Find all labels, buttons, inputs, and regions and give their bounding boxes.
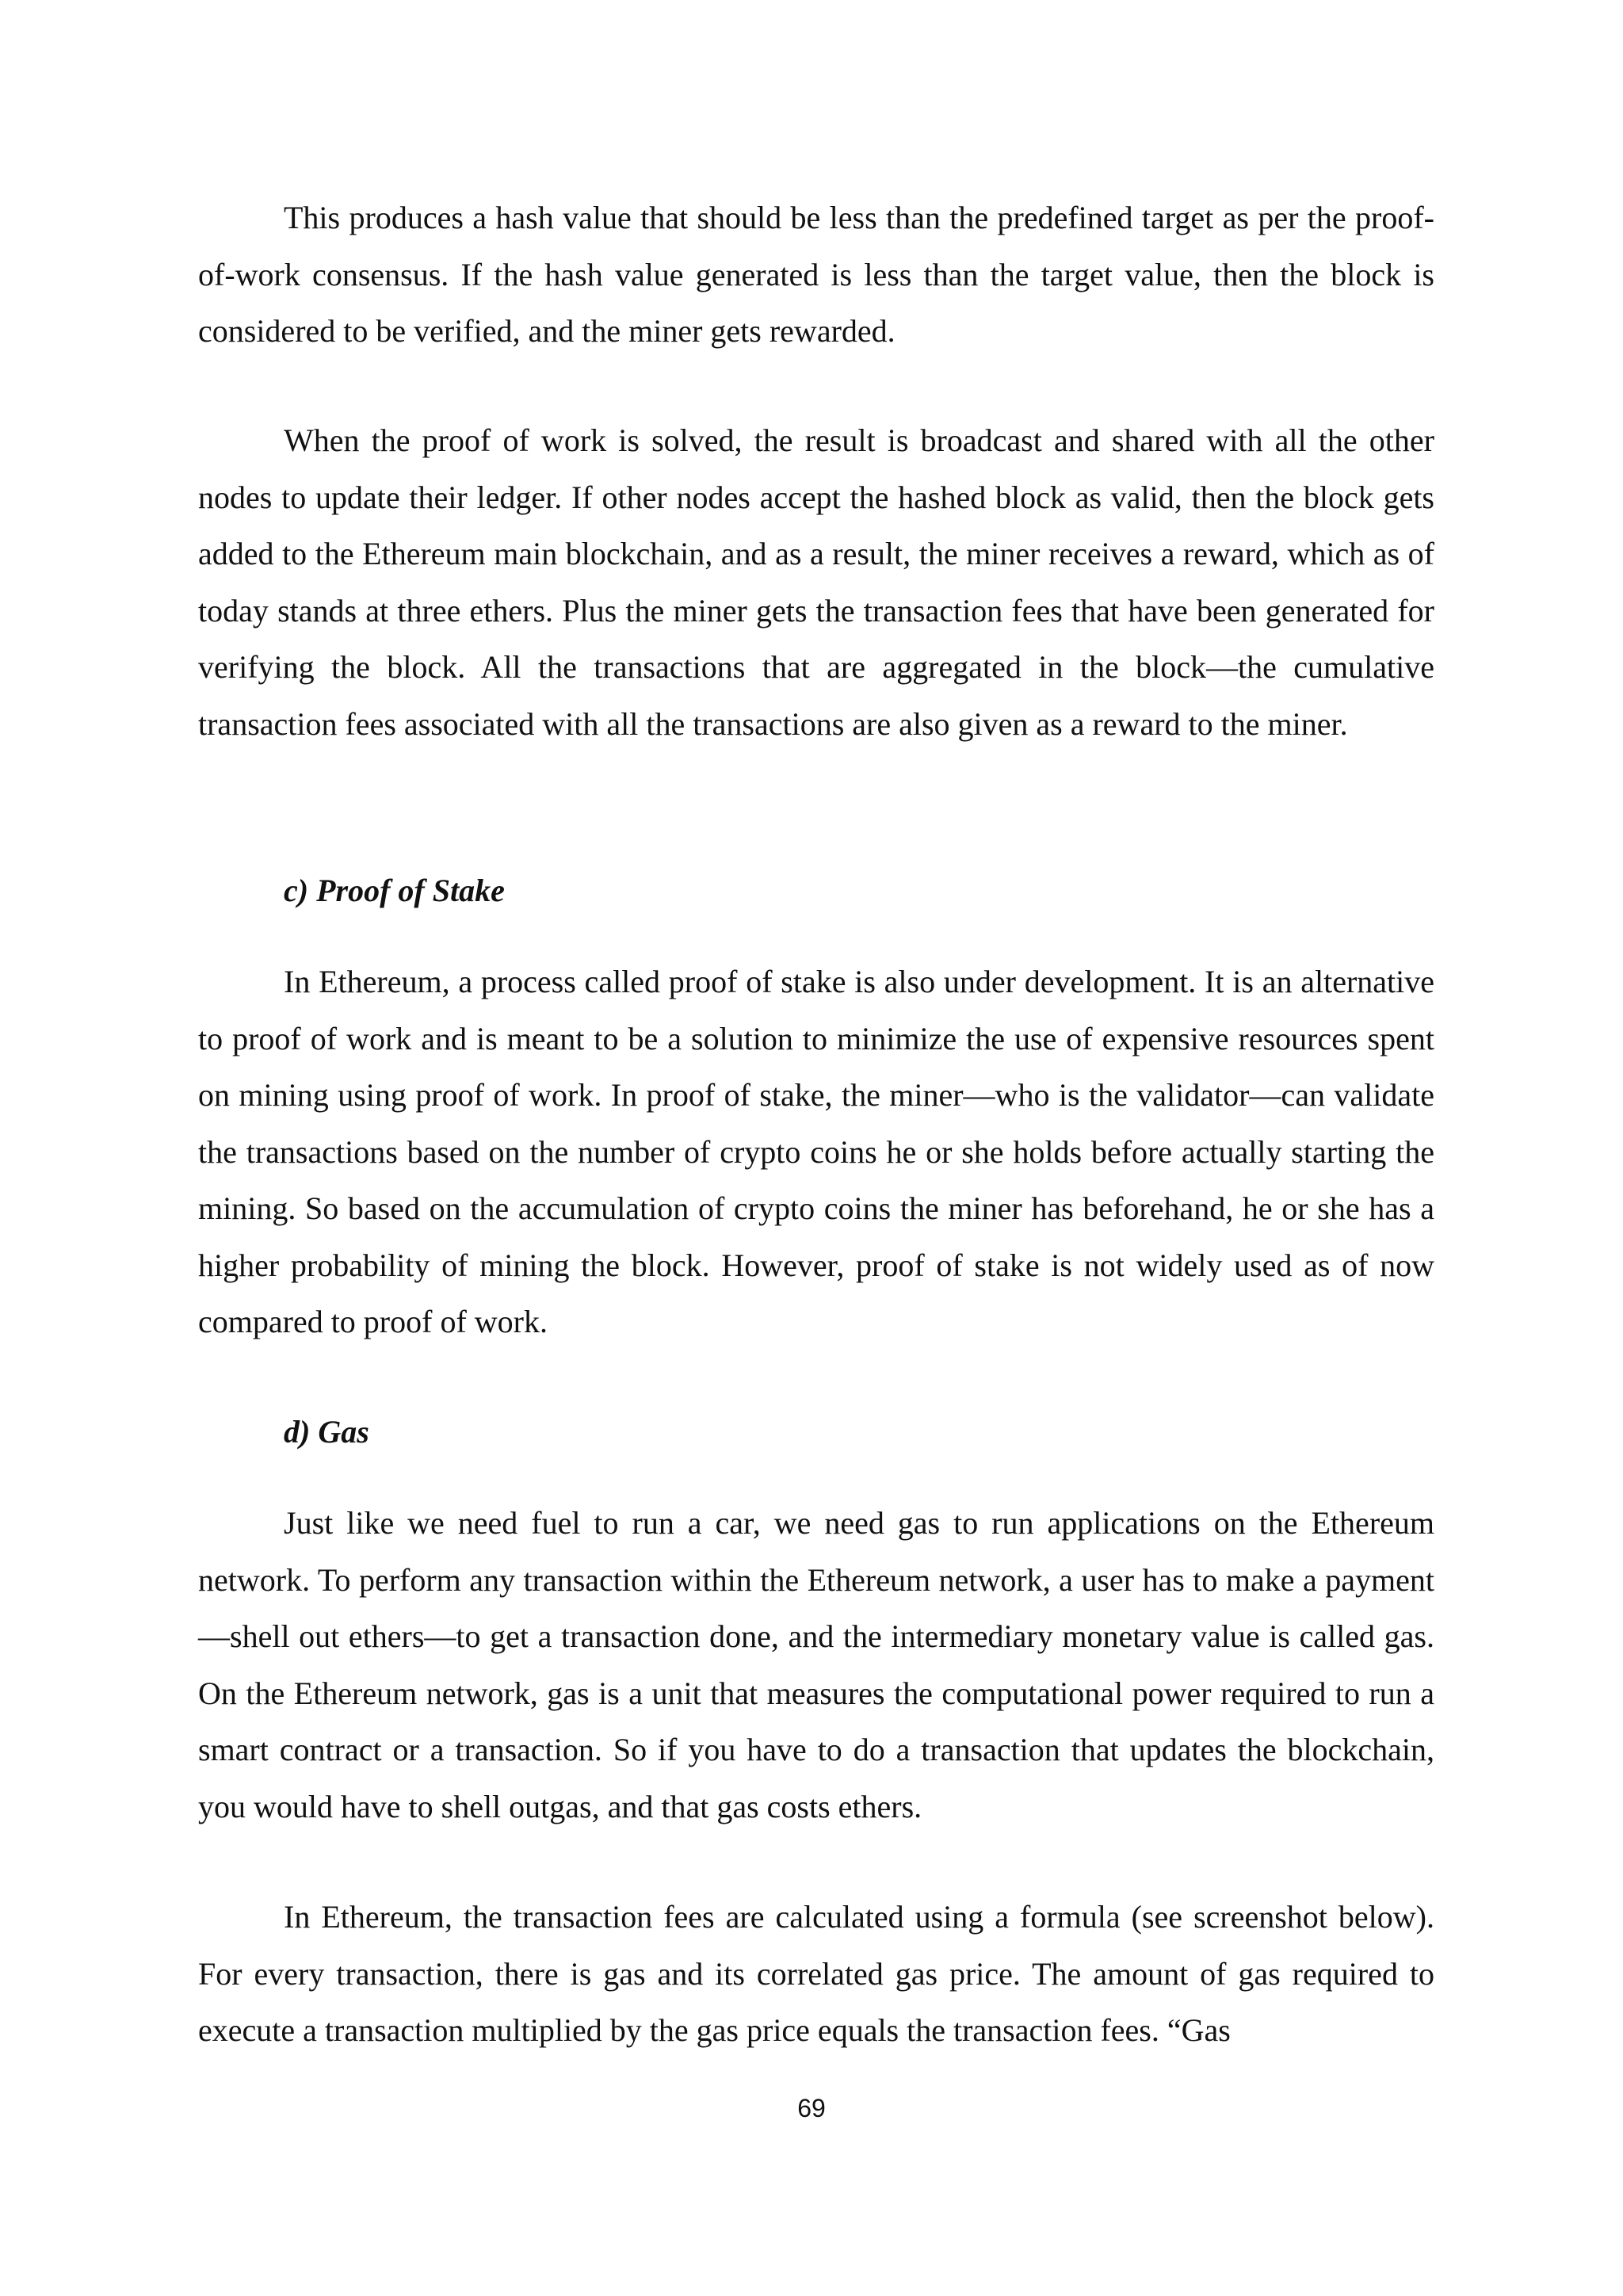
paragraph-transaction-fees: In Ethereum, the transaction fees are calculated using a formula (see screenshot below). For every transaction, there is gas and its correlated gas price. The amount of gas required to execute a transaction multiplied by the gas price equals the transaction fees. “Gas: [198, 1899, 1434, 2048]
paragraph-proof-of-work-solved: When the proof of work is solved, the result is broadcast and shared with all the other nodes to update their ledger. If other nodes accept the hashed block as valid, then the block gets added to the Ethereum main blockchain, and as a result, the miner receives a reward, which as of today stands at three ethers. Plus the miner gets the transaction fees that have been generated for verifying the block. All the transactions that are aggregated in the block—the cumulative transaction fees associated with all the transactions are also given as a reward to the miner.: [198, 422, 1434, 742]
paragraph-hash-value: This produces a hash value that should be less than the predefined target as per the proof-of-work consensus. If the hash value generated is less than the target value, then the block is considered to be verified, and the miner gets rewarded.: [198, 200, 1434, 349]
page-number: 69: [797, 2094, 826, 2122]
heading-proof-of-stake: c) Proof of Stake: [284, 873, 505, 908]
heading-gas: d) Gas: [284, 1414, 369, 1450]
paragraph-gas: Just like we need fuel to run a car, we need gas to run applications on the Ethereum network. To perform any transaction within the Ethereum network, a user has to make a payment—shell out ethers—to get a transaction done, and the intermediary monetary value is called gas. On the Ethereum network, gas is a unit that measures the computational power required to run a smart contract or a transaction. So if you have to do a transaction that updates the blockchain, you would have to shell outgas, and that gas costs ethers.: [198, 1505, 1434, 1824]
paragraph-proof-of-stake: In Ethereum, a process called proof of stake is also under development. It is an alternative to proof of work and is meant to be a solution to minimize the use of expensive resources spent on mining using proof of work. In proof of stake, the miner—who is the validator—can validate the transactions based on the number of crypto coins he or she holds before actually starting the mining. So based on the accumulation of crypto coins the miner has beforehand, he or she has a higher probability of mining the block. However, proof of stake is not widely used as of now compared to proof of work.: [198, 964, 1434, 1339]
